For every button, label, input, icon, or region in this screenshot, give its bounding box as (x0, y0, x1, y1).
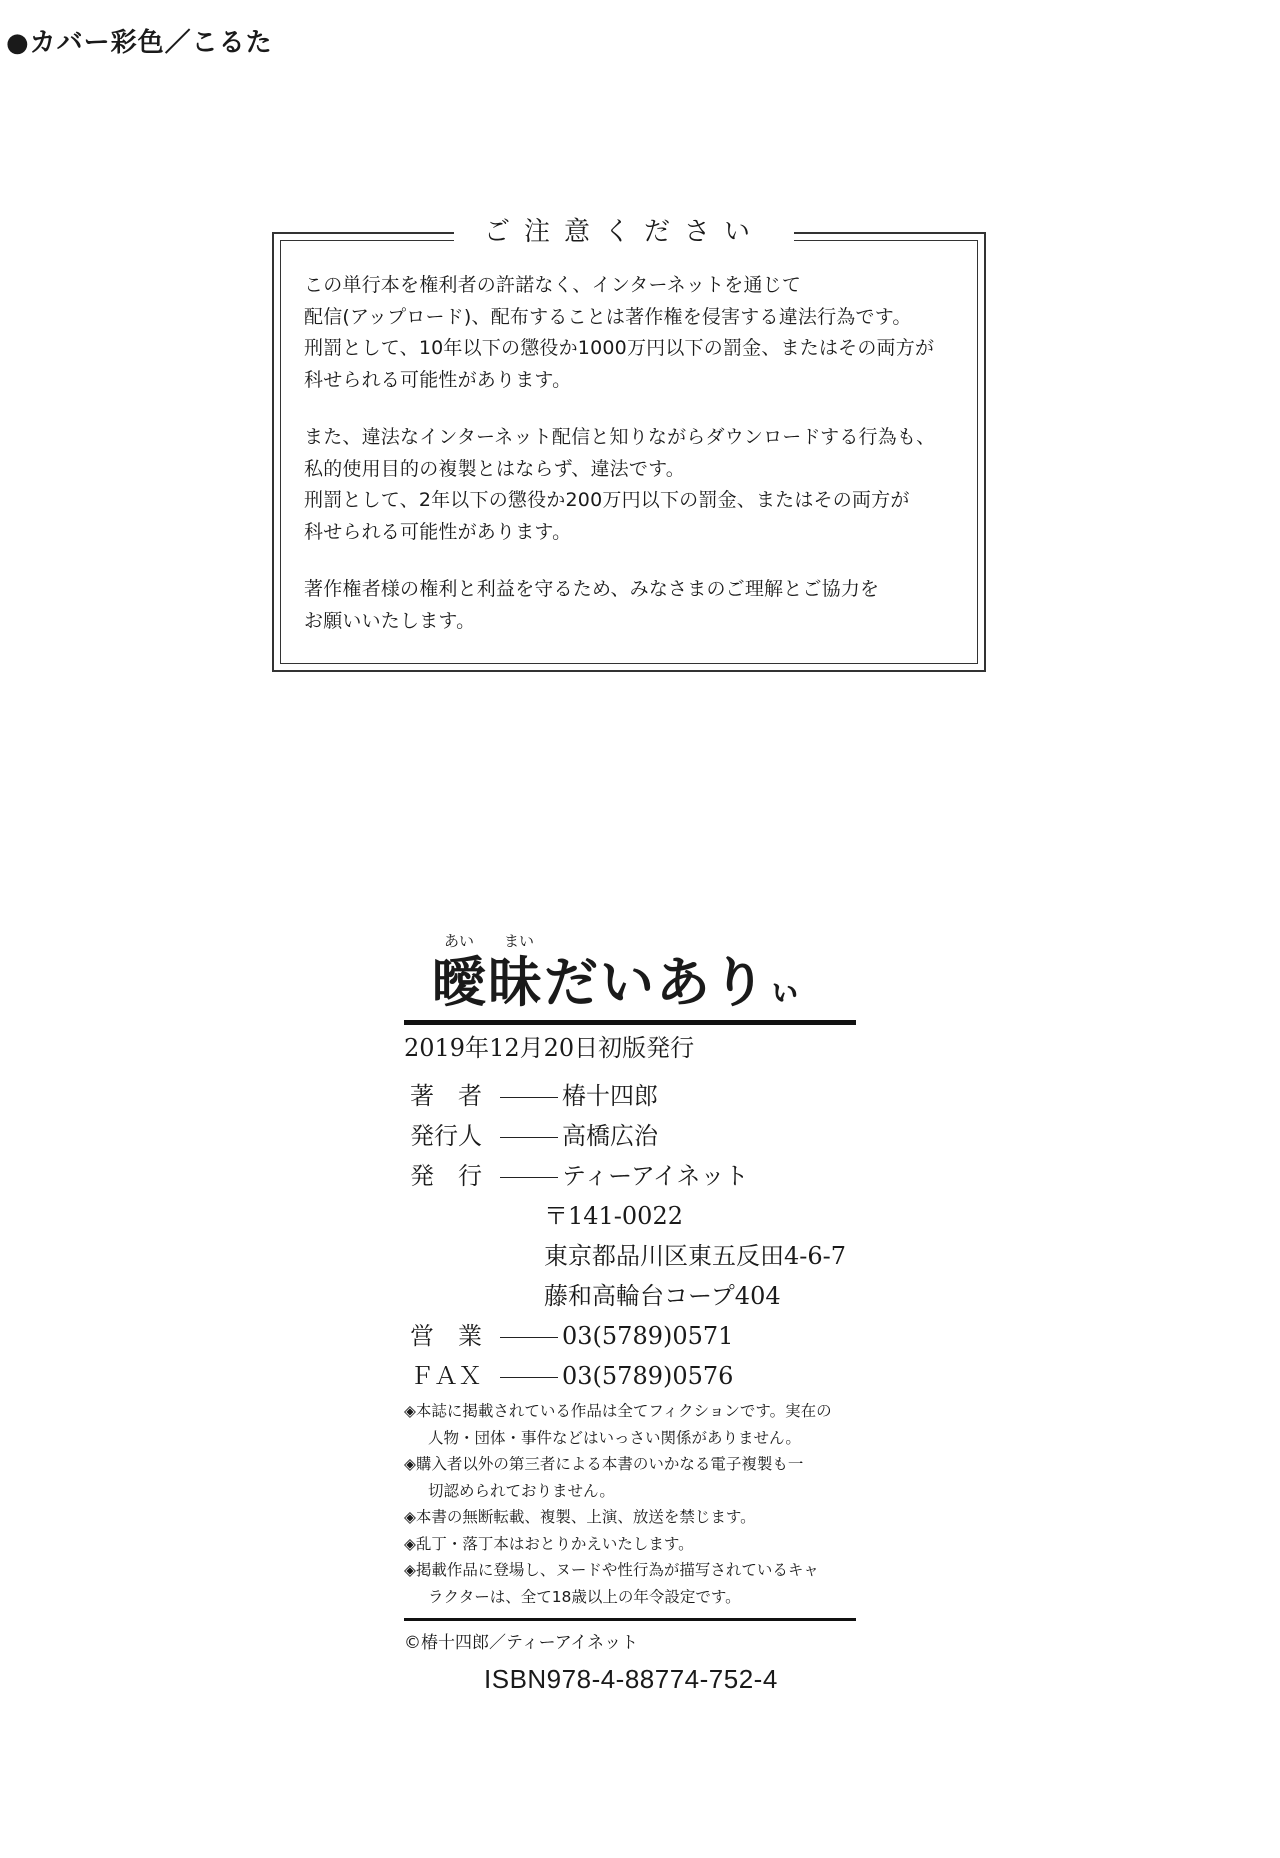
publisher-name: ティーアイネット (562, 1162, 749, 1190)
note-line: 切認められておりません。 (428, 1481, 615, 1500)
publisher-person-label: 発行人 (410, 1122, 482, 1150)
author-label: 著 者 (410, 1082, 482, 1110)
dash-rule (500, 1137, 558, 1138)
dash-rule (500, 1097, 558, 1098)
note-line: ◈本書の無断転載、複製、上演、放送を禁じます。 (404, 1508, 756, 1526)
author-name: 椿十四郎 (562, 1082, 658, 1110)
notice-paragraph (304, 270, 964, 396)
publisher-person-name: 高橋広治 (562, 1122, 658, 1150)
notice-line: 著作権者様の権利と利益を守るため、みなさまのご理解とご協力を (304, 578, 880, 600)
note-line: ラクターは、全て18歳以上の年令設定です。 (428, 1587, 741, 1606)
colophon-sales-row (410, 1316, 846, 1356)
colophon-publisher-row (410, 1156, 846, 1196)
note-line: 人物・団体・事件などはいっさい関係がありません。 (428, 1428, 801, 1447)
notice-line: 配信(アップロード)、配布することは著作権を侵害する違法行為です。 (304, 305, 912, 328)
notice-line: 刑罰として、10年以下の懲役か1000万円以下の罰金、またはその両方が (304, 337, 935, 359)
legal-notes (404, 1398, 864, 1610)
colophon-fax-row (410, 1356, 846, 1396)
notice-body (304, 270, 964, 663)
note-line: ◈本誌に掲載されている作品は全てフィクションです。実在の (404, 1402, 832, 1420)
dash-rule (500, 1337, 558, 1338)
notes-rule (404, 1618, 856, 1621)
notice-paragraph (304, 574, 964, 637)
publisher-label: 発 行 (410, 1162, 482, 1190)
sales-phone: 03(5789)0571 (562, 1322, 734, 1350)
publication-date: 2019年12月20日初版発行 (404, 1034, 695, 1062)
notice-line: また、違法なインターネット配信と知りながらダウンロードする行為も、 (304, 426, 936, 448)
ruby-ai: あい (444, 932, 475, 950)
notice-line: 刑罰として、2年以下の懲役か200万円以下の罰金、またはその両方が (304, 489, 910, 511)
sales-label: 営 業 (410, 1322, 482, 1350)
notice-box (272, 217, 986, 672)
title-rule (404, 1020, 856, 1025)
colophon-publisher-person-row (410, 1116, 846, 1156)
fax-number: 03(5789)0576 (562, 1362, 734, 1390)
fax-label: ＦＡＸ (410, 1362, 482, 1390)
isbn: ISBN978-4-88774-752-4 (484, 1664, 778, 1694)
notice-paragraph (304, 422, 964, 548)
book-title (432, 940, 804, 1017)
notice-line: お願いいたします。 (304, 609, 476, 632)
notice-title: ご注意ください (454, 212, 794, 252)
notice-line: 科せられる可能性があります。 (304, 520, 572, 543)
address-line-1: 東京都品川区東五反田4-6-7 (544, 1242, 847, 1270)
note-line: ◈購入者以外の第三者による本書のいかなる電子複製も一 (404, 1455, 804, 1473)
colophon (410, 1076, 846, 1396)
cover-credit: ●カバー彩色／こるた (6, 28, 273, 58)
ruby-mai: まい (504, 932, 535, 950)
postal-code: 〒141-0022 (544, 1202, 683, 1230)
dash-rule (500, 1377, 558, 1378)
note-line: ◈掲載作品に登場し、ヌードや性行為が描写されているキャ (404, 1561, 819, 1579)
colophon-author-row (410, 1076, 846, 1116)
address-line-2: 藤和高輪台コープ404 (544, 1282, 781, 1310)
dash-rule (500, 1177, 558, 1178)
notice-line: 私的使用目的の複製とはならず、違法です。 (304, 457, 685, 480)
book-title-small: ぃ (768, 970, 804, 1010)
book-title-main: 曖昧だいあり (432, 950, 768, 1014)
notice-line: この単行本を権利者の許諾なく、インターネットを通じて (304, 274, 802, 296)
notice-line: 科せられる可能性があります。 (304, 368, 572, 391)
copyright: ©椿十四郎／ティーアイネット (404, 1633, 639, 1653)
note-line: ◈乱丁・落丁本はおとりかえいたします。 (404, 1534, 694, 1553)
